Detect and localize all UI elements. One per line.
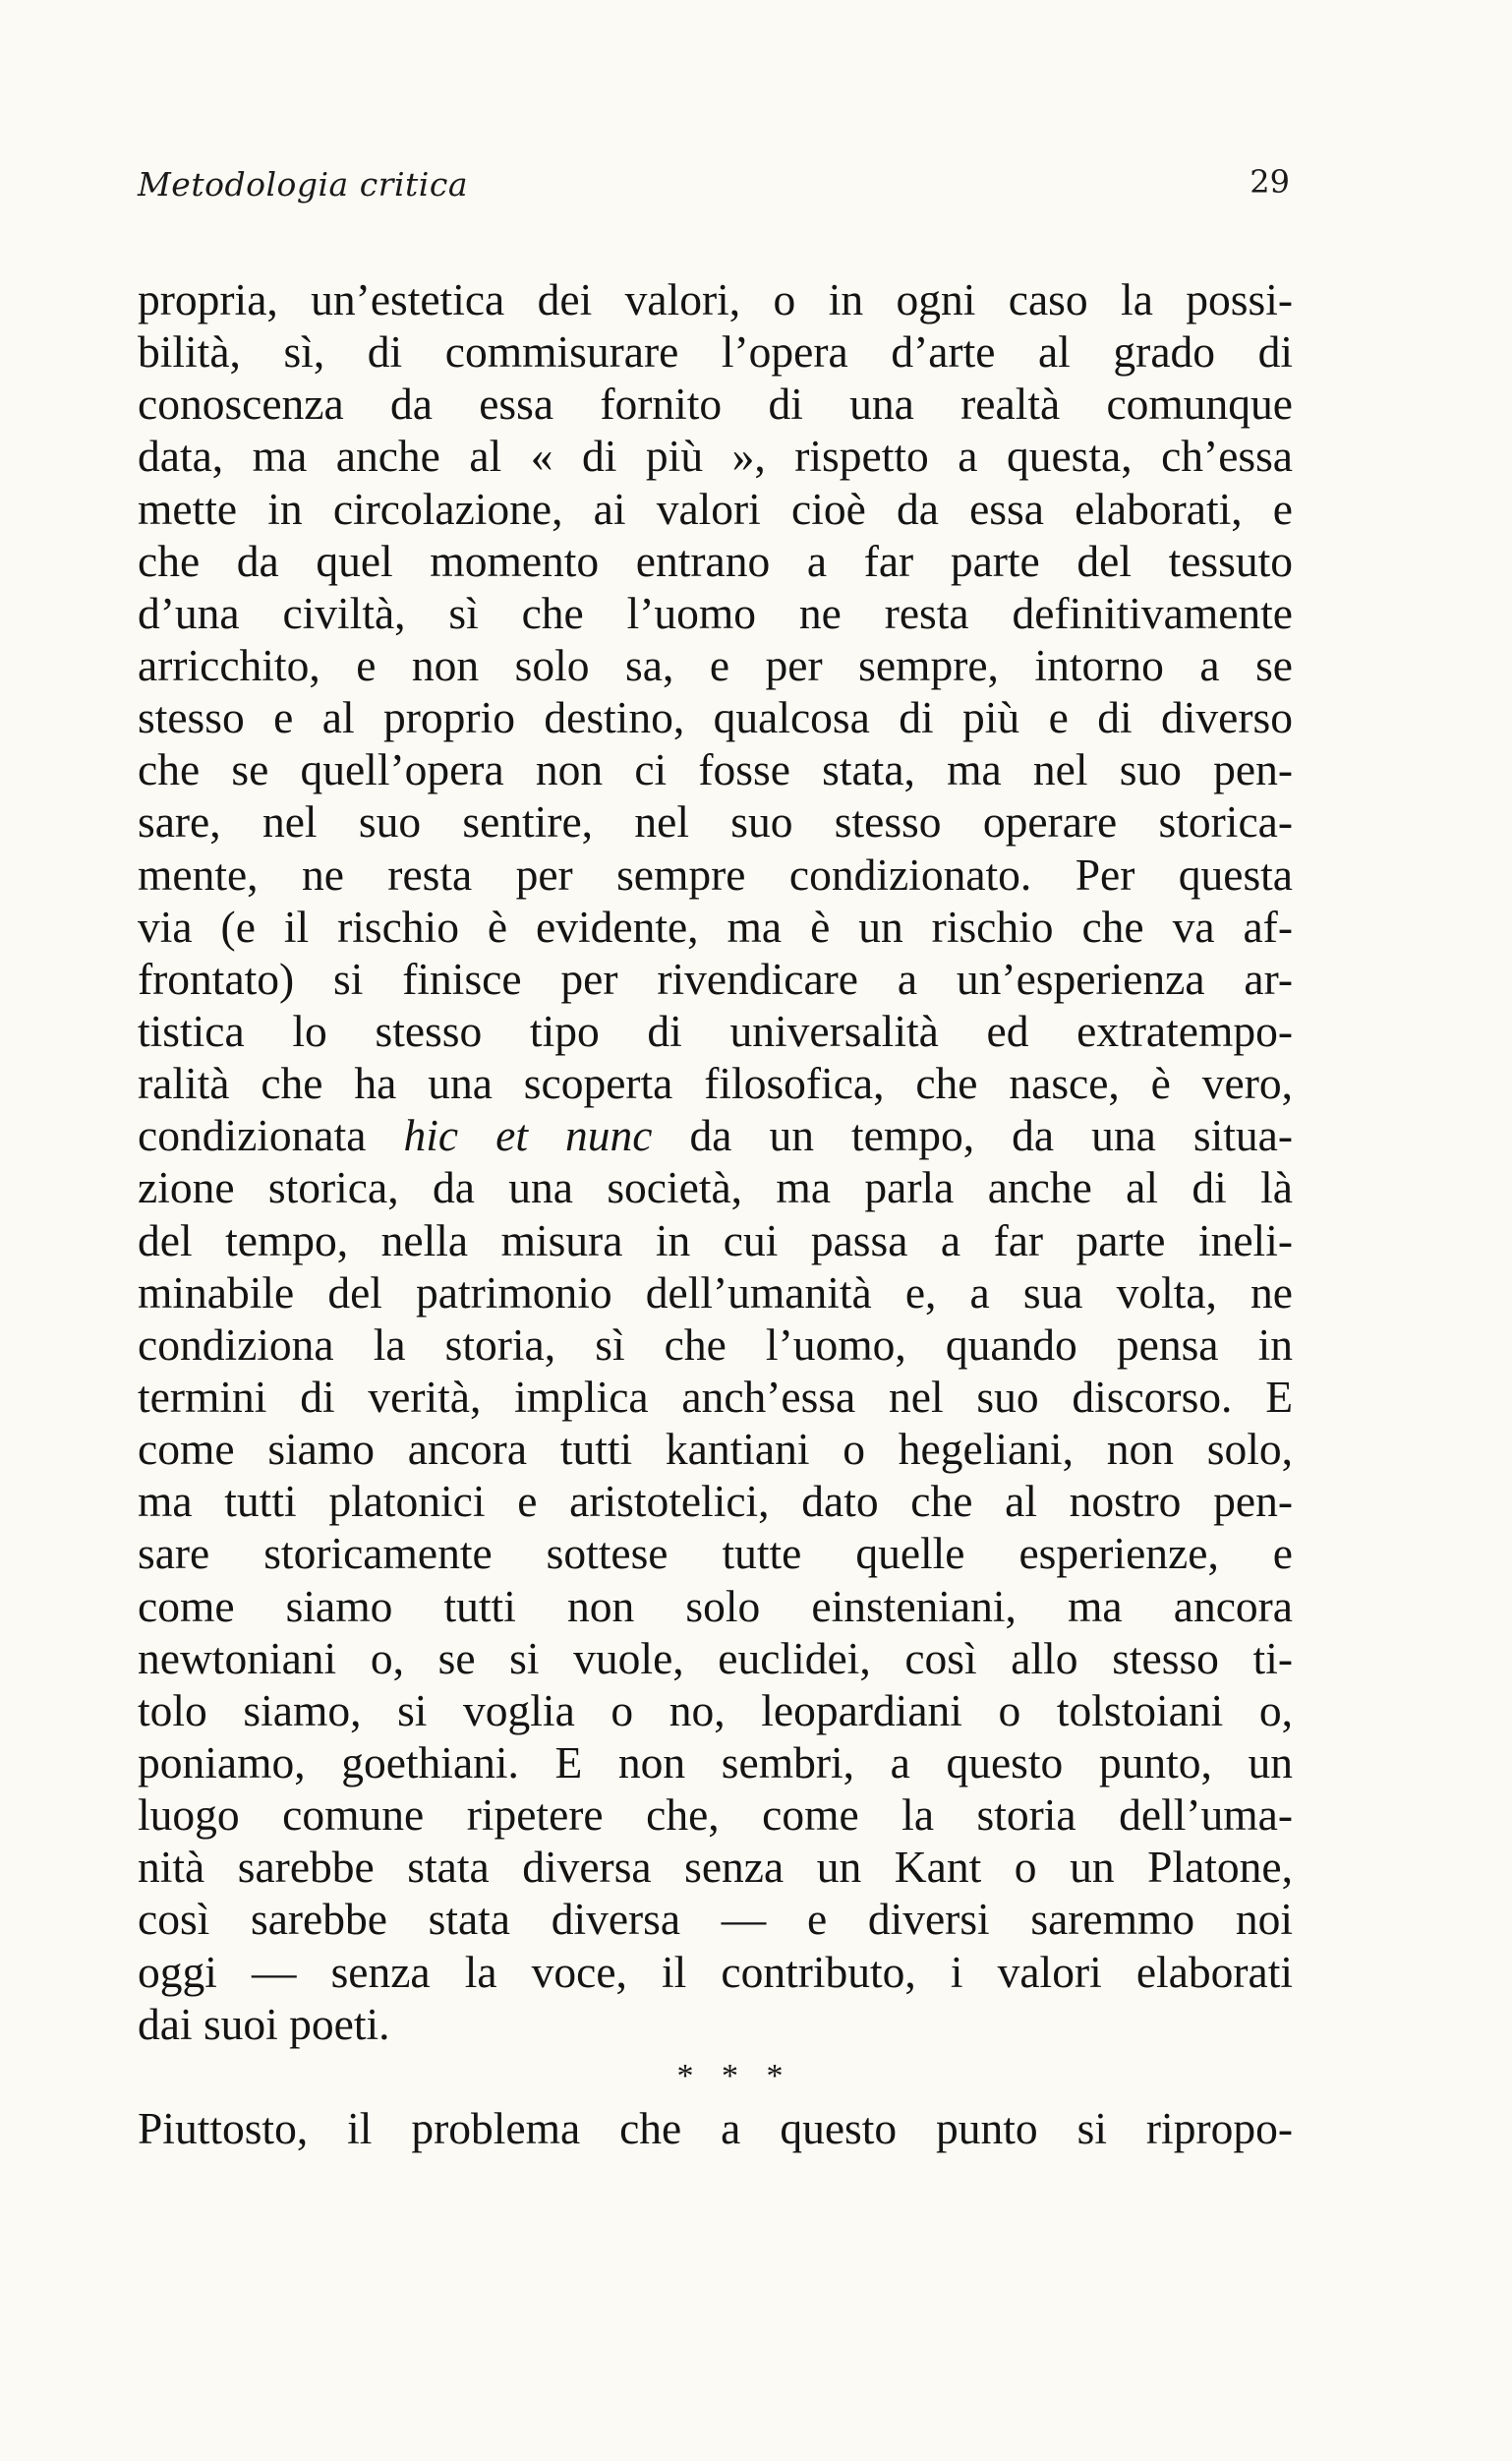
text-line: ma tutti platonici e aristotelici, dato che al nostro pen-: [138, 1476, 1293, 1527]
text-line: Piuttosto, il problema che a questo punto si ripropo-: [138, 2102, 1293, 2153]
body-text: [138, 273, 1293, 2154]
text-line: bilità, sì, di commisurare l’opera d’arte al grado di: [138, 326, 1293, 378]
text-line: poniamo, goethiani. E non sembri, a questo punto, un: [138, 1736, 1293, 1787]
text-line: tistica lo stesso tipo di universalità ed extratempo-: [138, 1005, 1293, 1056]
text-line: come siamo ancora tutti kantiani o hegeliani, non solo,: [138, 1424, 1293, 1475]
text-line: tolo siamo, si voglia o no, leopardiani o tolstoiani o,: [138, 1684, 1293, 1735]
text-line: mente, ne resta per sempre condizionato. Per questa: [138, 849, 1293, 900]
text-line: condiziona la storia, sì che l’uomo, quando pensa in: [138, 1318, 1293, 1370]
text-line: ralità che ha una scoperta filosofica, che nasce, è vero,: [138, 1058, 1293, 1109]
text-line: del tempo, nella misura in cui passa a far parte ineli-: [138, 1214, 1293, 1265]
text-line: d’una civiltà, sì che l’uomo ne resta definitivamente: [138, 587, 1293, 638]
paragraph-end-line: dai suoi poeti.: [138, 1998, 390, 2049]
text-line: mette in circolazione, ai valori cioè da essa elaborati, e: [138, 483, 1293, 534]
text-line: nità sarebbe stata diversa senza un Kant o un Platone,: [138, 1842, 1293, 1893]
text-line: arricchito, e non solo sa, e per sempre, intorno a se: [138, 639, 1293, 690]
running-title: Metodologia critica: [138, 165, 468, 204]
italic-phrase: hic et nunc: [403, 1110, 653, 1161]
text-line: così sarebbe stata diversa — e diversi saremmo noi: [138, 1894, 1293, 1945]
text-line: minabile del patrimonio dell’umanità e, a sua volta, ne: [138, 1266, 1293, 1318]
page-number: 29: [1250, 163, 1290, 201]
text-line: oggi — senza la voce, il contributo, i valori elaborati: [138, 1946, 1293, 1997]
text-segment: condizionata: [138, 1110, 404, 1161]
text-line: che se quell’opera non ci fosse stata, ma nel suo pen-: [138, 744, 1293, 795]
text-line: conoscenza da essa fornito di una realtà comunque: [138, 379, 1293, 430]
text-line: zione storica, da una società, ma parla anche al di là: [138, 1162, 1293, 1213]
text-line: newtoniani o, se si vuole, euclidei, così allo stesso ti-: [138, 1632, 1293, 1683]
text-line-with-italic: [138, 1109, 1293, 1161]
text-line: propria, un’estetica dei valori, o in ogni caso la possi-: [138, 274, 1293, 324]
text-line: frontato) si finisce per rivendicare a un’esperienza ar-: [138, 953, 1293, 1004]
text-line: data, ma anche al « di più », rispetto a questa, ch’essa: [138, 431, 1293, 482]
text-line: come siamo tutti non solo einsteniani, ma ancora: [138, 1580, 1293, 1631]
text-line: sare storicamente sottese tutte quelle esperienze, e: [138, 1528, 1293, 1579]
text-line: stesso e al proprio destino, qualcosa di più e di diverso: [138, 692, 1293, 743]
text-line: termini di verità, implica anch’essa nel suo discorso. E: [138, 1371, 1293, 1422]
text-line: luogo comune ripetere che, come la storia dell’uma-: [138, 1789, 1293, 1841]
text-line: che da quel momento entrano a far parte del tessuto: [138, 535, 1293, 586]
section-break-asterism: * * *: [676, 2057, 793, 2094]
text-line: via (e il rischio è evidente, ma è un rischio che va af-: [138, 901, 1293, 952]
text-line: sare, nel suo sentire, nel suo stesso operare storica-: [138, 796, 1293, 848]
text-segment: da un tempo, da una situa-: [652, 1110, 1293, 1161]
